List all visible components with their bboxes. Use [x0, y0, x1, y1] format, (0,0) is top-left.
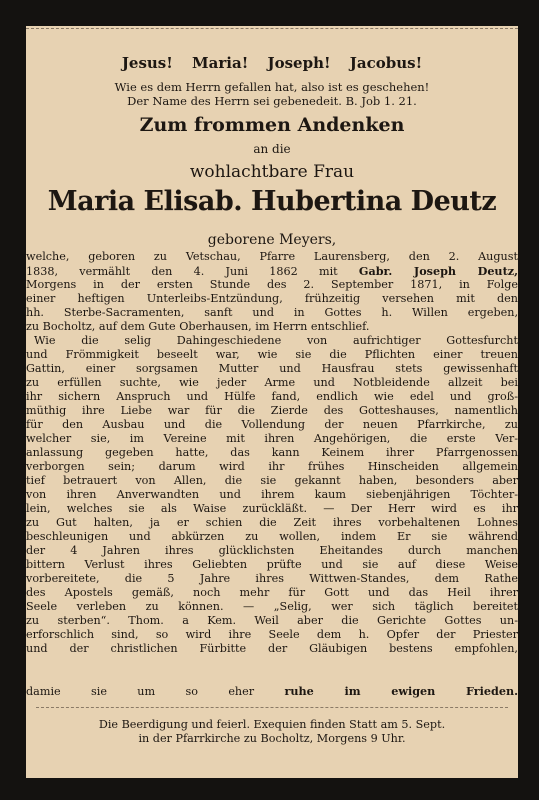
body-line-5: hh. Sterbe-Sacramenten, sanft und in Gottes h. Willen ergeben, — [26, 306, 518, 319]
body-line-1: welche, geboren zu Vetschau, Pfarre Laurensberg, den 2. August — [26, 250, 518, 263]
card-paper — [26, 26, 518, 778]
top-dashed-rule — [26, 28, 518, 29]
funeral-line-2: in der Pfarrkirche zu Bocholtz, Morgens 9 Uhr. — [138, 732, 406, 745]
body-line-6: zu Bocholtz, auf dem Gute Oberhausen, im Herrn entschlief. — [26, 320, 370, 333]
body-line-26: Seele verleben zu können. — „Selig, wer sich täglich bereitet — [26, 600, 518, 613]
subheading-frau: wohlachtbare Frau — [189, 162, 355, 182]
body-line-11: ihr sichern Anspruch und Hülfe fand, endlich wie edel und groß- — [26, 390, 518, 403]
funeral-line-1: Die Beerdigung und feierl. Exequien finden Statt am 5. Sept. — [98, 718, 446, 731]
subheading-an-die: an die — [253, 142, 291, 156]
body-line-17: tief betrauert von Allen, die sie gekannt haben, besonders aber — [26, 474, 518, 487]
body-line-2: 1838, vermählt den 4. Juni 1862 mit Gabr. Joseph Deutz, — [26, 264, 518, 278]
body-line-20: zu Gut halten, ja er schien die Zeit ihres vorbehaltenen Lohnes — [26, 516, 518, 529]
body-line-9: Gattin, einer sorgsamen Mutter und Hausfrau stets gewissenhaft — [26, 362, 518, 375]
body-line-28: erforschlich sind, so wird ihre Seele dem h. Opfer der Priester — [26, 628, 518, 641]
body-line-24: vorbereitete, die 5 Jahre ihres Wittwen-Standes, dem Rathe — [26, 572, 518, 585]
bottom-dashed-rule — [36, 707, 508, 708]
body-line-16: verborgen sein; darum wird ihr frühes Hinscheiden allgemein — [26, 460, 518, 473]
body-line-29: und der christlichen Fürbitte der Gläubigen bestens empfohlen, — [26, 642, 518, 655]
motto-line-1: Wie es dem Herrn gefallen hat, also ist es geschehen! — [114, 80, 430, 94]
body-line-22: der 4 Jahren ihres glücklichsten Eheitandes durch manchen — [26, 544, 518, 557]
body-line-8: und Frömmigkeit beseelt war, wie sie die Pflichten einer treuen — [26, 348, 518, 361]
body-line-3: Morgens in der ersten Stunde des 2. September 1871, in Folge — [26, 278, 518, 291]
motto-line-2: Der Name des Herrn sei gebenedeit. B. Job 1. 21. — [127, 94, 417, 108]
body-line-23: bittern Verlust ihres Geliebten prüfte und sie auf diese Weise — [26, 558, 518, 571]
birth-name: geborene Meyers, — [207, 232, 337, 248]
body-line-15: anlassung gegeben hatte, das kann Keinem ihrer Pfarrgenossen — [26, 446, 518, 459]
invocation-line: Jesus! Maria! Joseph! Jacobus! — [121, 54, 423, 72]
body-line-21: beschleunigen und abkürzen zu wollen, indem Er sie während — [26, 530, 518, 543]
body-line-32: damie sie um so eher ruhe im ewigen Frieden. — [26, 684, 518, 698]
body-line-25: des Apostels gemäß, noch mehr für Gott und das Heil ihrer — [26, 586, 518, 599]
body-line-12: müthig ihre Liebe war für die Zierde des Gotteshauses, namentlich — [26, 404, 518, 417]
body-line-4: einer heftigen Unterleibs-Entzündung, frühzeitig versehen mit den — [26, 292, 518, 305]
heading-title: Zum frommen Andenken — [139, 114, 405, 136]
body-line-10: zu erfüllen suchte, wie jeder Arme und Notbleidende allzeit bei — [26, 376, 518, 389]
body-line-13: für den Ausbau und die Vollendung der neuen Pfarrkirche, zu — [26, 418, 518, 431]
body-line-19: lein, welches sie als Waise zurückläßt. — Der Herr wird es ihr — [26, 502, 518, 515]
body-line-7: Wie die selig Dahingeschiedene von aufrichtiger Gottesfurcht — [34, 334, 518, 347]
body-line-18: von ihren Anverwandten und ihrem kaum siebenjährigen Töchter- — [26, 488, 518, 501]
body-line-14: welcher sie, im Vereine mit ihren Angehörigen, die erste Ver- — [26, 432, 518, 445]
body-line-27: zu sterben“. Thom. a Kem. Weil aber die Gerichte Gottes un- — [26, 614, 518, 627]
deceased-name: Maria Elisab. Hubertina Deutz — [47, 186, 497, 217]
